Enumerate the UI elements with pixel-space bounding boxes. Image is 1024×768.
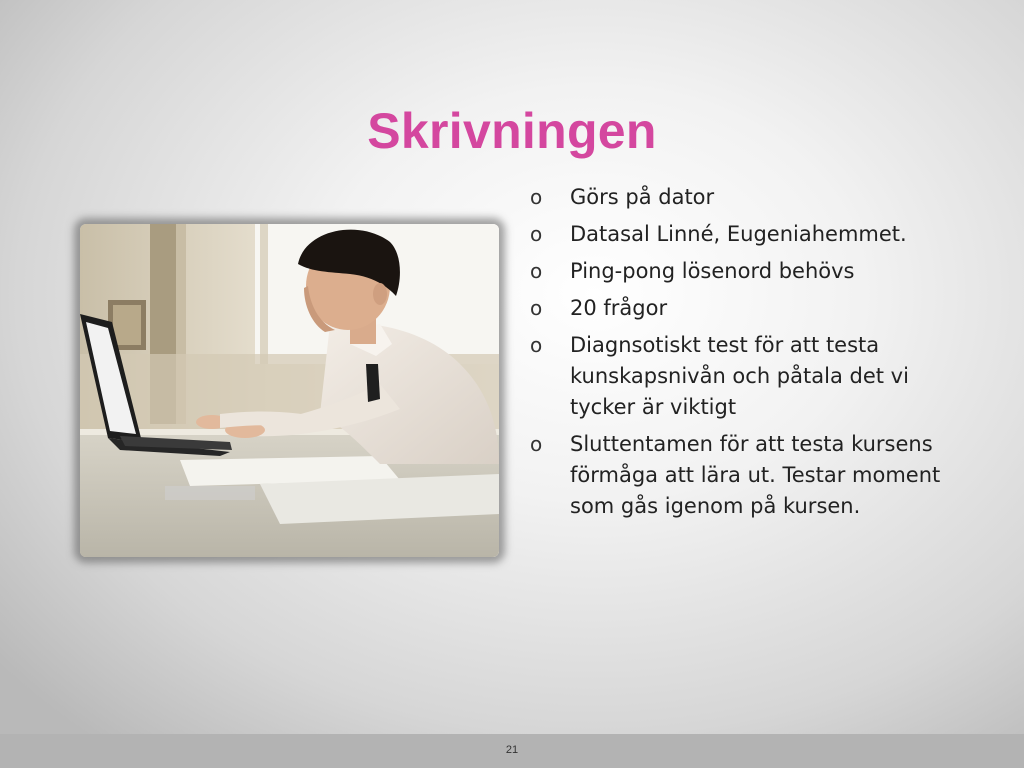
list-item [530,330,970,423]
list-item [530,182,970,213]
bullet-text: 20 frågor [570,296,668,320]
photo-man-at-laptop [80,224,499,557]
bullet-text: Datasal Linné, Eugeniahemmet. [570,222,907,246]
slide-title: Skrivningen [367,103,657,159]
bullet-marker: o [530,259,543,283]
bullet-marker: o [530,296,543,320]
bullet-text: Ping-pong lösenord behövs [570,259,855,283]
list-item [530,219,970,250]
list-item [530,293,970,324]
bullet-marker: o [530,432,543,456]
list-item [530,429,970,522]
page-number: 21 [505,744,519,756]
bullet-marker: o [530,222,543,246]
bullet-text: Sluttentamen för att testa kursens förmåga att lära ut. Testar moment som gås igenom på kursen. [570,432,941,518]
bullet-text: Görs på dator [570,185,715,209]
slide-footer [0,734,1024,768]
list-item [530,256,970,287]
bullet-marker: o [530,333,543,357]
bullet-list [530,182,970,528]
bullet-text: Diagnsotiskt test för att testa kunskapsnivån och påtala det vi tycker är viktigt [570,333,909,419]
bullet-marker: o [530,185,543,209]
